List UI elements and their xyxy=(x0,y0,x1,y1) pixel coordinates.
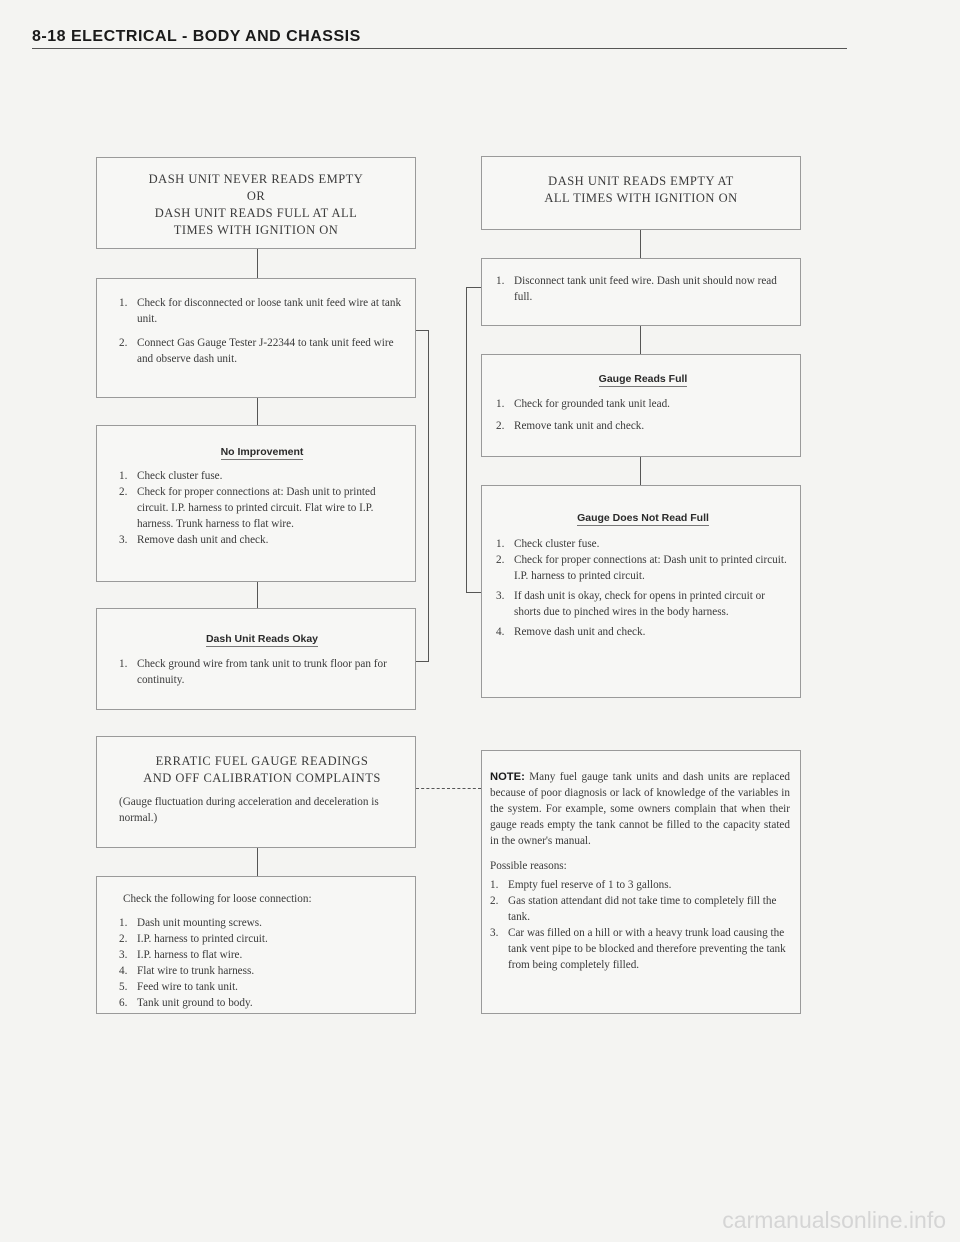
step-item: 1. Check cluster fuse. xyxy=(496,538,600,550)
step-item: 2. I.P. harness to printed circuit. xyxy=(119,933,268,945)
header-rule xyxy=(32,48,847,49)
step-item: 1. Disconnect tank unit feed wire. Dash unit should now read full. xyxy=(496,275,777,303)
step-item: 1. Dash unit mounting screws. xyxy=(119,917,262,929)
box-intro: Check the following for loose connection: xyxy=(123,893,312,905)
step-item: 6. Tank unit ground to body. xyxy=(119,997,253,1009)
connector-line xyxy=(257,398,258,425)
reason-item: 3. Car was filled on a hill or with a heavy trunk load causing the tank vent pipe to be blocked and therefore preventing the tank from being completely filled. xyxy=(490,927,786,971)
step-item: 1. Check ground wire from tank unit to trunk floor pan for continuity. xyxy=(119,658,387,686)
watermark-text: carmanualsonline.info xyxy=(722,1207,946,1233)
left-box-no-improvement xyxy=(96,425,416,582)
box-heading: No Improvement xyxy=(220,446,304,458)
dashed-connector xyxy=(416,788,481,789)
bracket-line xyxy=(428,330,429,662)
note-text: NOTE: Many fuel gauge tank units and dash units are replaced because of poor diagnosis or lack of knowledge of the variables in the system. For example, some owners complain that when their gauge reads empty the tank cannot be filled to the capacity stated in the owner's manual. xyxy=(490,771,791,847)
step-item: 1. Check for disconnected or loose tank unit feed wire at tank unit. xyxy=(119,297,402,325)
step-item: 3. Remove dash unit and check. xyxy=(119,534,269,546)
step-item: 2. Connect Gas Gauge Tester J-22344 to tank unit feed wire and observe dash unit. xyxy=(119,337,394,365)
left-box-erratic-readings xyxy=(96,736,416,848)
right-box-gauge-reads-full xyxy=(481,354,801,457)
right-box-reads-empty xyxy=(481,156,801,230)
box-title-line: DASH UNIT READS EMPTY AT xyxy=(548,174,734,188)
box-note: (Gauge fluctuation during acceleration and deceleration is normal.) xyxy=(119,796,379,824)
connector-line xyxy=(257,582,258,608)
connector-line xyxy=(640,457,641,485)
step-item: 2. Check for proper connections at: Dash unit to printed circuit. I.P. harness to printed circuit. Flat wire to I.P. harness. Trunk harness to flat wire. xyxy=(119,486,376,530)
box-title-line: OR xyxy=(246,189,266,203)
right-box-gauge-not-full xyxy=(481,485,801,698)
box-title-line: DASH UNIT NEVER READS EMPTY xyxy=(148,172,364,186)
step-item: 1. Check for grounded tank unit lead. xyxy=(496,398,670,410)
box-title-line: TIMES WITH IGNITION ON xyxy=(173,223,339,237)
box-heading: Gauge Reads Full xyxy=(598,373,688,385)
step-item: 3. If dash unit is okay, check for opens in printed circuit or shorts due to pinched wires in the body harness. xyxy=(496,590,765,618)
connector-line xyxy=(257,848,258,876)
reason-item: 2. Gas station attendant did not take time to completely fill the tank. xyxy=(490,895,777,923)
step-item: 3. I.P. harness to flat wire. xyxy=(119,949,243,961)
connector-line xyxy=(257,249,258,278)
bracket-line xyxy=(466,287,467,593)
right-box-note xyxy=(481,750,801,1014)
connector-line xyxy=(640,230,641,258)
box-heading: Dash Unit Reads Okay xyxy=(205,633,319,645)
left-box-check-feed-wire xyxy=(96,278,416,398)
left-box-loose-connections xyxy=(96,876,416,1014)
box-title-line: ALL TIMES WITH IGNITION ON xyxy=(544,191,738,205)
left-box-never-reads-empty xyxy=(96,157,416,249)
bracket-line xyxy=(466,287,481,288)
right-box-disconnect-feed-wire xyxy=(481,258,801,326)
box-title-line: ERRATIC FUEL GAUGE READINGS xyxy=(155,754,369,768)
step-item: 5. Feed wire to tank unit. xyxy=(119,981,238,993)
page-header: 8-18 ELECTRICAL - BODY AND CHASSIS xyxy=(32,28,361,45)
step-item: 1. Check cluster fuse. xyxy=(119,470,223,482)
step-item: 4. Flat wire to trunk harness. xyxy=(119,965,255,977)
connector-line xyxy=(640,326,641,354)
box-title-line: DASH UNIT READS FULL AT ALL xyxy=(154,206,358,220)
left-box-dash-unit-okay xyxy=(96,608,416,710)
step-item: 2. Check for proper connections at: Dash unit to printed circuit. I.P. harness to printed circuit. xyxy=(496,554,787,582)
step-item: 4. Remove dash unit and check. xyxy=(496,626,646,638)
box-heading: Gauge Does Not Read Full xyxy=(577,512,709,524)
bracket-line xyxy=(416,661,429,662)
step-item: 2. Remove tank unit and check. xyxy=(496,420,645,432)
reason-item: 1. Empty fuel reserve of 1 to 3 gallons. xyxy=(490,879,672,891)
bracket-line xyxy=(466,592,481,593)
reasons-label: Possible reasons: xyxy=(490,860,567,872)
box-title-line: AND OFF CALIBRATION COMPLAINTS xyxy=(143,771,381,785)
